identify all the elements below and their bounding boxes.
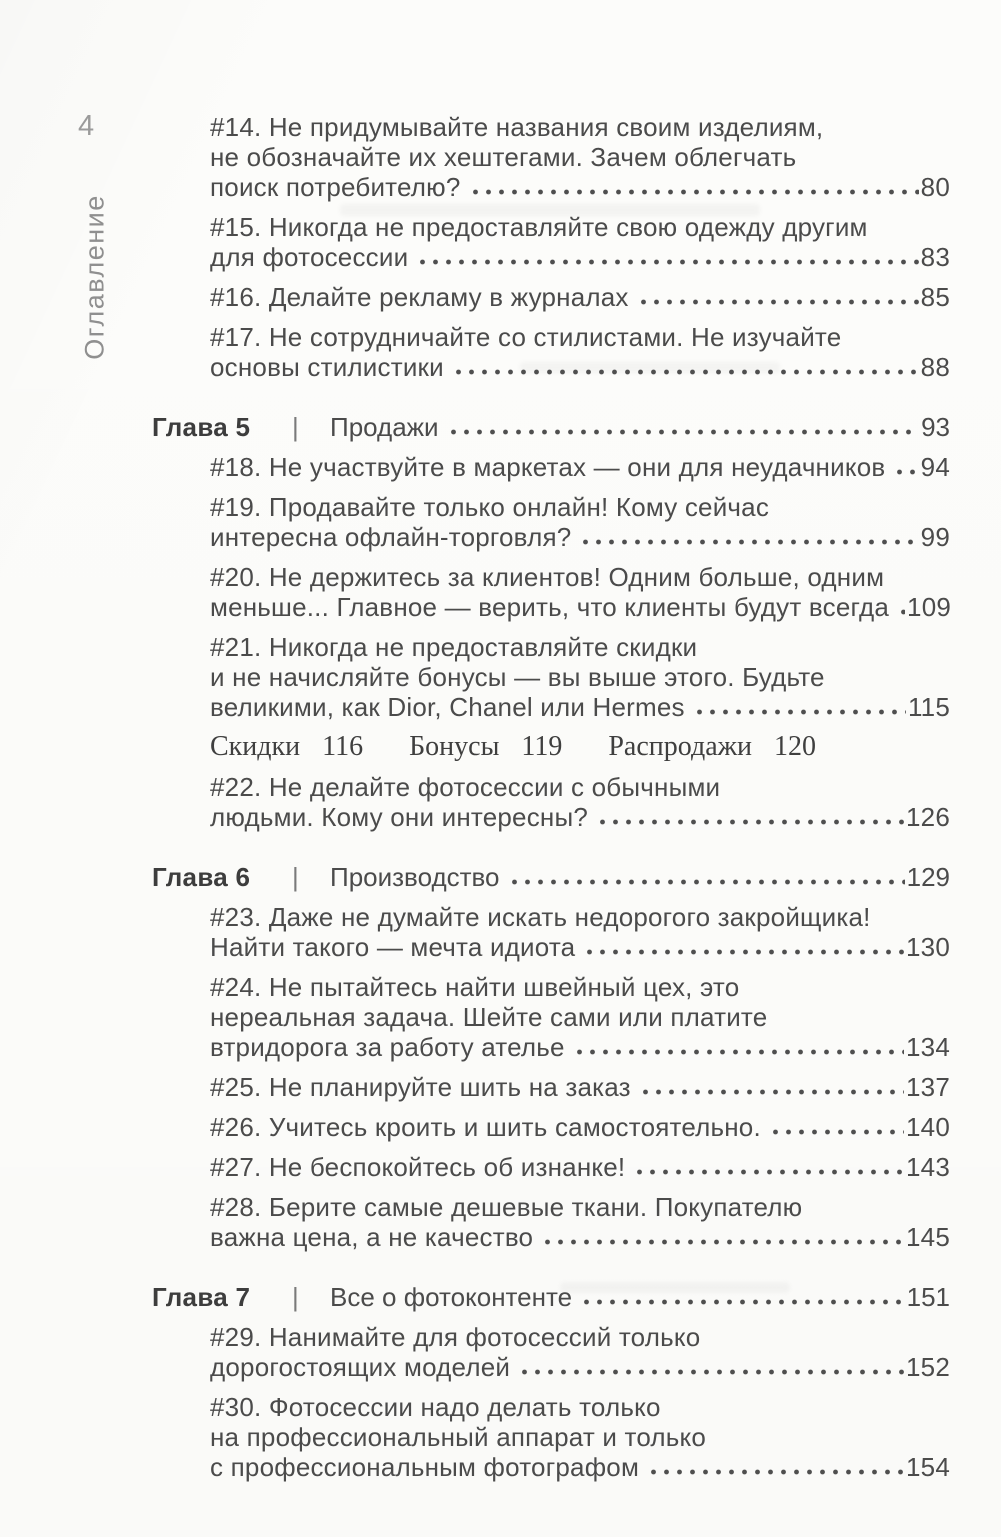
chapter-title: Все о фотоконтенте <box>330 1282 573 1312</box>
dot-leader <box>579 538 918 546</box>
toc-page-ref: 143 <box>906 1152 950 1182</box>
toc-line-leader <box>210 242 950 272</box>
subtopic-label: Распродажи <box>608 731 752 762</box>
dot-leader <box>583 948 904 956</box>
toc-entry <box>152 112 950 202</box>
toc-page-ref: 152 <box>906 1352 950 1382</box>
subtopic-page-ref: 116 <box>322 731 364 762</box>
toc-page-ref: 83 <box>920 242 950 272</box>
toc-page-ref: 88 <box>920 352 950 382</box>
toc-entry-text: важна цена, а не качество <box>210 1222 534 1252</box>
toc-line-leader <box>210 692 950 722</box>
subtopic-label: Бонусы <box>409 731 500 762</box>
toc-line-leader <box>210 1352 950 1382</box>
toc-line-leader <box>210 1072 950 1102</box>
toc-page-ref: 129 <box>906 862 950 892</box>
dot-leader <box>769 1128 904 1136</box>
toc-entry <box>152 972 950 1062</box>
toc-line: #14. Не придумывайте названия своим изделиям, <box>210 112 824 142</box>
chapter-label: Глава 6 <box>152 862 251 892</box>
chapter-label: Глава 7 <box>152 1282 251 1312</box>
toc-page-ref: 93 <box>921 412 950 442</box>
chapter-separator: | <box>292 412 299 442</box>
toc-line: #20. Не держитесь за клиентов! Одним больше, одним <box>210 562 885 592</box>
toc-entry <box>152 562 950 622</box>
toc-entry <box>152 632 950 722</box>
toc-line-leader <box>210 1152 950 1182</box>
dot-leader <box>633 1168 904 1176</box>
toc-line-leader <box>210 592 950 622</box>
toc-line-leader <box>210 282 950 312</box>
toc-page-ref: 85 <box>920 282 950 312</box>
toc-line-leader <box>210 1452 950 1482</box>
toc-page-ref: 126 <box>906 802 950 832</box>
table-of-contents <box>152 112 950 1492</box>
toc-entry-text: #27. Не беспокойтесь об изнанке! <box>210 1152 626 1182</box>
toc-line: #19. Продавайте только онлайн! Кому сейчас <box>210 492 770 522</box>
dot-leader <box>596 818 904 826</box>
toc-entry-text: #25. Не планируйте шить на заказ <box>210 1072 631 1102</box>
toc-line-leader <box>210 1222 950 1252</box>
margin-vertical-title: Оглавление <box>79 194 110 360</box>
subtopic-page-ref: 119 <box>521 731 563 762</box>
toc-line-leader <box>210 802 950 832</box>
dot-leader <box>452 368 919 376</box>
toc-entry-text: втридорога за работу ателье <box>210 1032 565 1062</box>
chapter-title: Продажи <box>330 412 439 442</box>
toc-line: #23. Даже не думайте искать недорогого закройщика! <box>210 902 871 932</box>
toc-line: #21. Никогда не предоставляйте скидки <box>210 632 698 662</box>
toc-line: нереальная задача. Шейте сами или платите <box>210 1002 768 1032</box>
toc-page-ref: 115 <box>907 692 950 722</box>
toc-line: #29. Нанимайте для фотосессий только <box>210 1322 701 1352</box>
toc-line: не обозначайте их хештегами. Зачем облегчать <box>210 142 797 172</box>
toc-entry <box>152 1152 950 1182</box>
toc-line-leader <box>210 1032 950 1062</box>
toc-entry <box>152 772 950 832</box>
toc-entry-text: #18. Не участвуйте в маркетах — они для неудачников <box>210 452 886 482</box>
chapter-title: Производство <box>330 862 500 892</box>
toc-line: #17. Не сотрудничайте со стилистами. Не изучайте <box>210 322 842 352</box>
toc-page-ref: 94 <box>920 452 950 482</box>
chapter-row <box>152 412 950 442</box>
toc-entry-text: дорогостоящих моделей <box>210 1352 511 1382</box>
toc-entry-text: великими, как Dior, Chanel или Hermes <box>210 692 685 722</box>
subtopic-label: Скидки <box>210 731 301 762</box>
toc-page-ref: 154 <box>906 1452 950 1482</box>
toc-entry <box>152 902 950 962</box>
dot-leader <box>416 258 918 266</box>
toc-entry <box>152 1072 950 1102</box>
toc-entry-text: для фотосессии <box>210 242 409 272</box>
toc-entry <box>152 1392 950 1482</box>
toc-entry-text: основы стилистики <box>210 352 444 382</box>
toc-entry-text: с профессиональным фотографом <box>210 1452 640 1482</box>
toc-entry <box>152 452 950 482</box>
toc-line-leader <box>210 452 950 482</box>
toc-page-ref: 145 <box>906 1222 950 1252</box>
dot-leader <box>897 608 905 616</box>
toc-entry-text: поиск потребителю? <box>210 172 461 202</box>
toc-line: и не начисляйте бонусы — вы выше этого. Будьте <box>210 662 825 692</box>
dot-leader <box>518 1368 904 1376</box>
toc-line: #30. Фотосессии надо делать только <box>210 1392 661 1422</box>
toc-page-ref: 109 <box>907 592 952 622</box>
toc-page-ref: 140 <box>906 1112 950 1142</box>
chapter-separator: | <box>292 862 299 892</box>
chapter-row <box>152 862 950 892</box>
toc-entry <box>152 492 950 552</box>
page-number: 4 <box>78 110 96 142</box>
toc-page-ref: 130 <box>906 932 950 962</box>
dot-leader <box>639 1088 904 1096</box>
toc-entry-text: меньше... Главное — верить, что клиенты будут всегда <box>210 592 890 622</box>
toc-line-leader <box>210 172 950 202</box>
toc-entry <box>152 212 950 272</box>
chapter-label: Глава 5 <box>152 412 251 442</box>
dot-leader <box>541 1238 904 1246</box>
toc-page-ref: 151 <box>906 1282 950 1312</box>
toc-line-leader <box>210 1112 950 1142</box>
dot-leader <box>573 1048 904 1056</box>
toc-page-ref: 134 <box>906 1032 950 1062</box>
dot-leader <box>508 878 905 886</box>
toc-line: #28. Берите самые дешевые ткани. Покупателю <box>210 1192 803 1222</box>
dot-leader <box>647 1468 904 1476</box>
toc-page-ref: 99 <box>920 522 950 552</box>
toc-entry-text: интересна офлайн-торговля? <box>210 522 572 552</box>
toc-line-leader <box>210 522 950 552</box>
toc-line-leader <box>210 932 950 962</box>
chapter-row <box>152 1282 950 1312</box>
toc-entry-text: #26. Учитесь кроить и шить самостоятельно. <box>210 1112 761 1142</box>
toc-page-ref: 80 <box>920 172 950 202</box>
toc-entry <box>152 322 950 382</box>
toc-entry-text: Найти такого — мечта идиота <box>210 932 576 962</box>
dot-leader <box>447 428 919 436</box>
chapter-separator: | <box>292 1282 299 1312</box>
dot-leader <box>637 298 919 306</box>
toc-page-ref: 137 <box>906 1072 950 1102</box>
subtopic-refs-row <box>152 732 950 762</box>
toc-line-leader <box>210 352 950 382</box>
toc-line: #24. Не пытайтесь найти швейный цех, это <box>210 972 740 1002</box>
toc-line: на профессиональный аппарат и только <box>210 1422 707 1452</box>
toc-entry <box>152 1112 950 1142</box>
toc-entry <box>152 1192 950 1252</box>
subtopic-page-ref: 120 <box>773 731 816 762</box>
toc-entry <box>152 282 950 312</box>
dot-leader <box>469 188 919 196</box>
toc-line: #22. Не делайте фотосессии с обычными <box>210 772 721 802</box>
toc-entry-text: #16. Делайте рекламу в журналах <box>210 282 629 312</box>
toc-line: #15. Никогда не предоставляйте свою одежду другим <box>210 212 868 242</box>
dot-leader <box>893 468 918 476</box>
toc-entry-text: людьми. Кому они интересны? <box>210 802 589 832</box>
dot-leader <box>580 1298 905 1306</box>
toc-entry <box>152 1322 950 1382</box>
dot-leader <box>693 708 906 716</box>
